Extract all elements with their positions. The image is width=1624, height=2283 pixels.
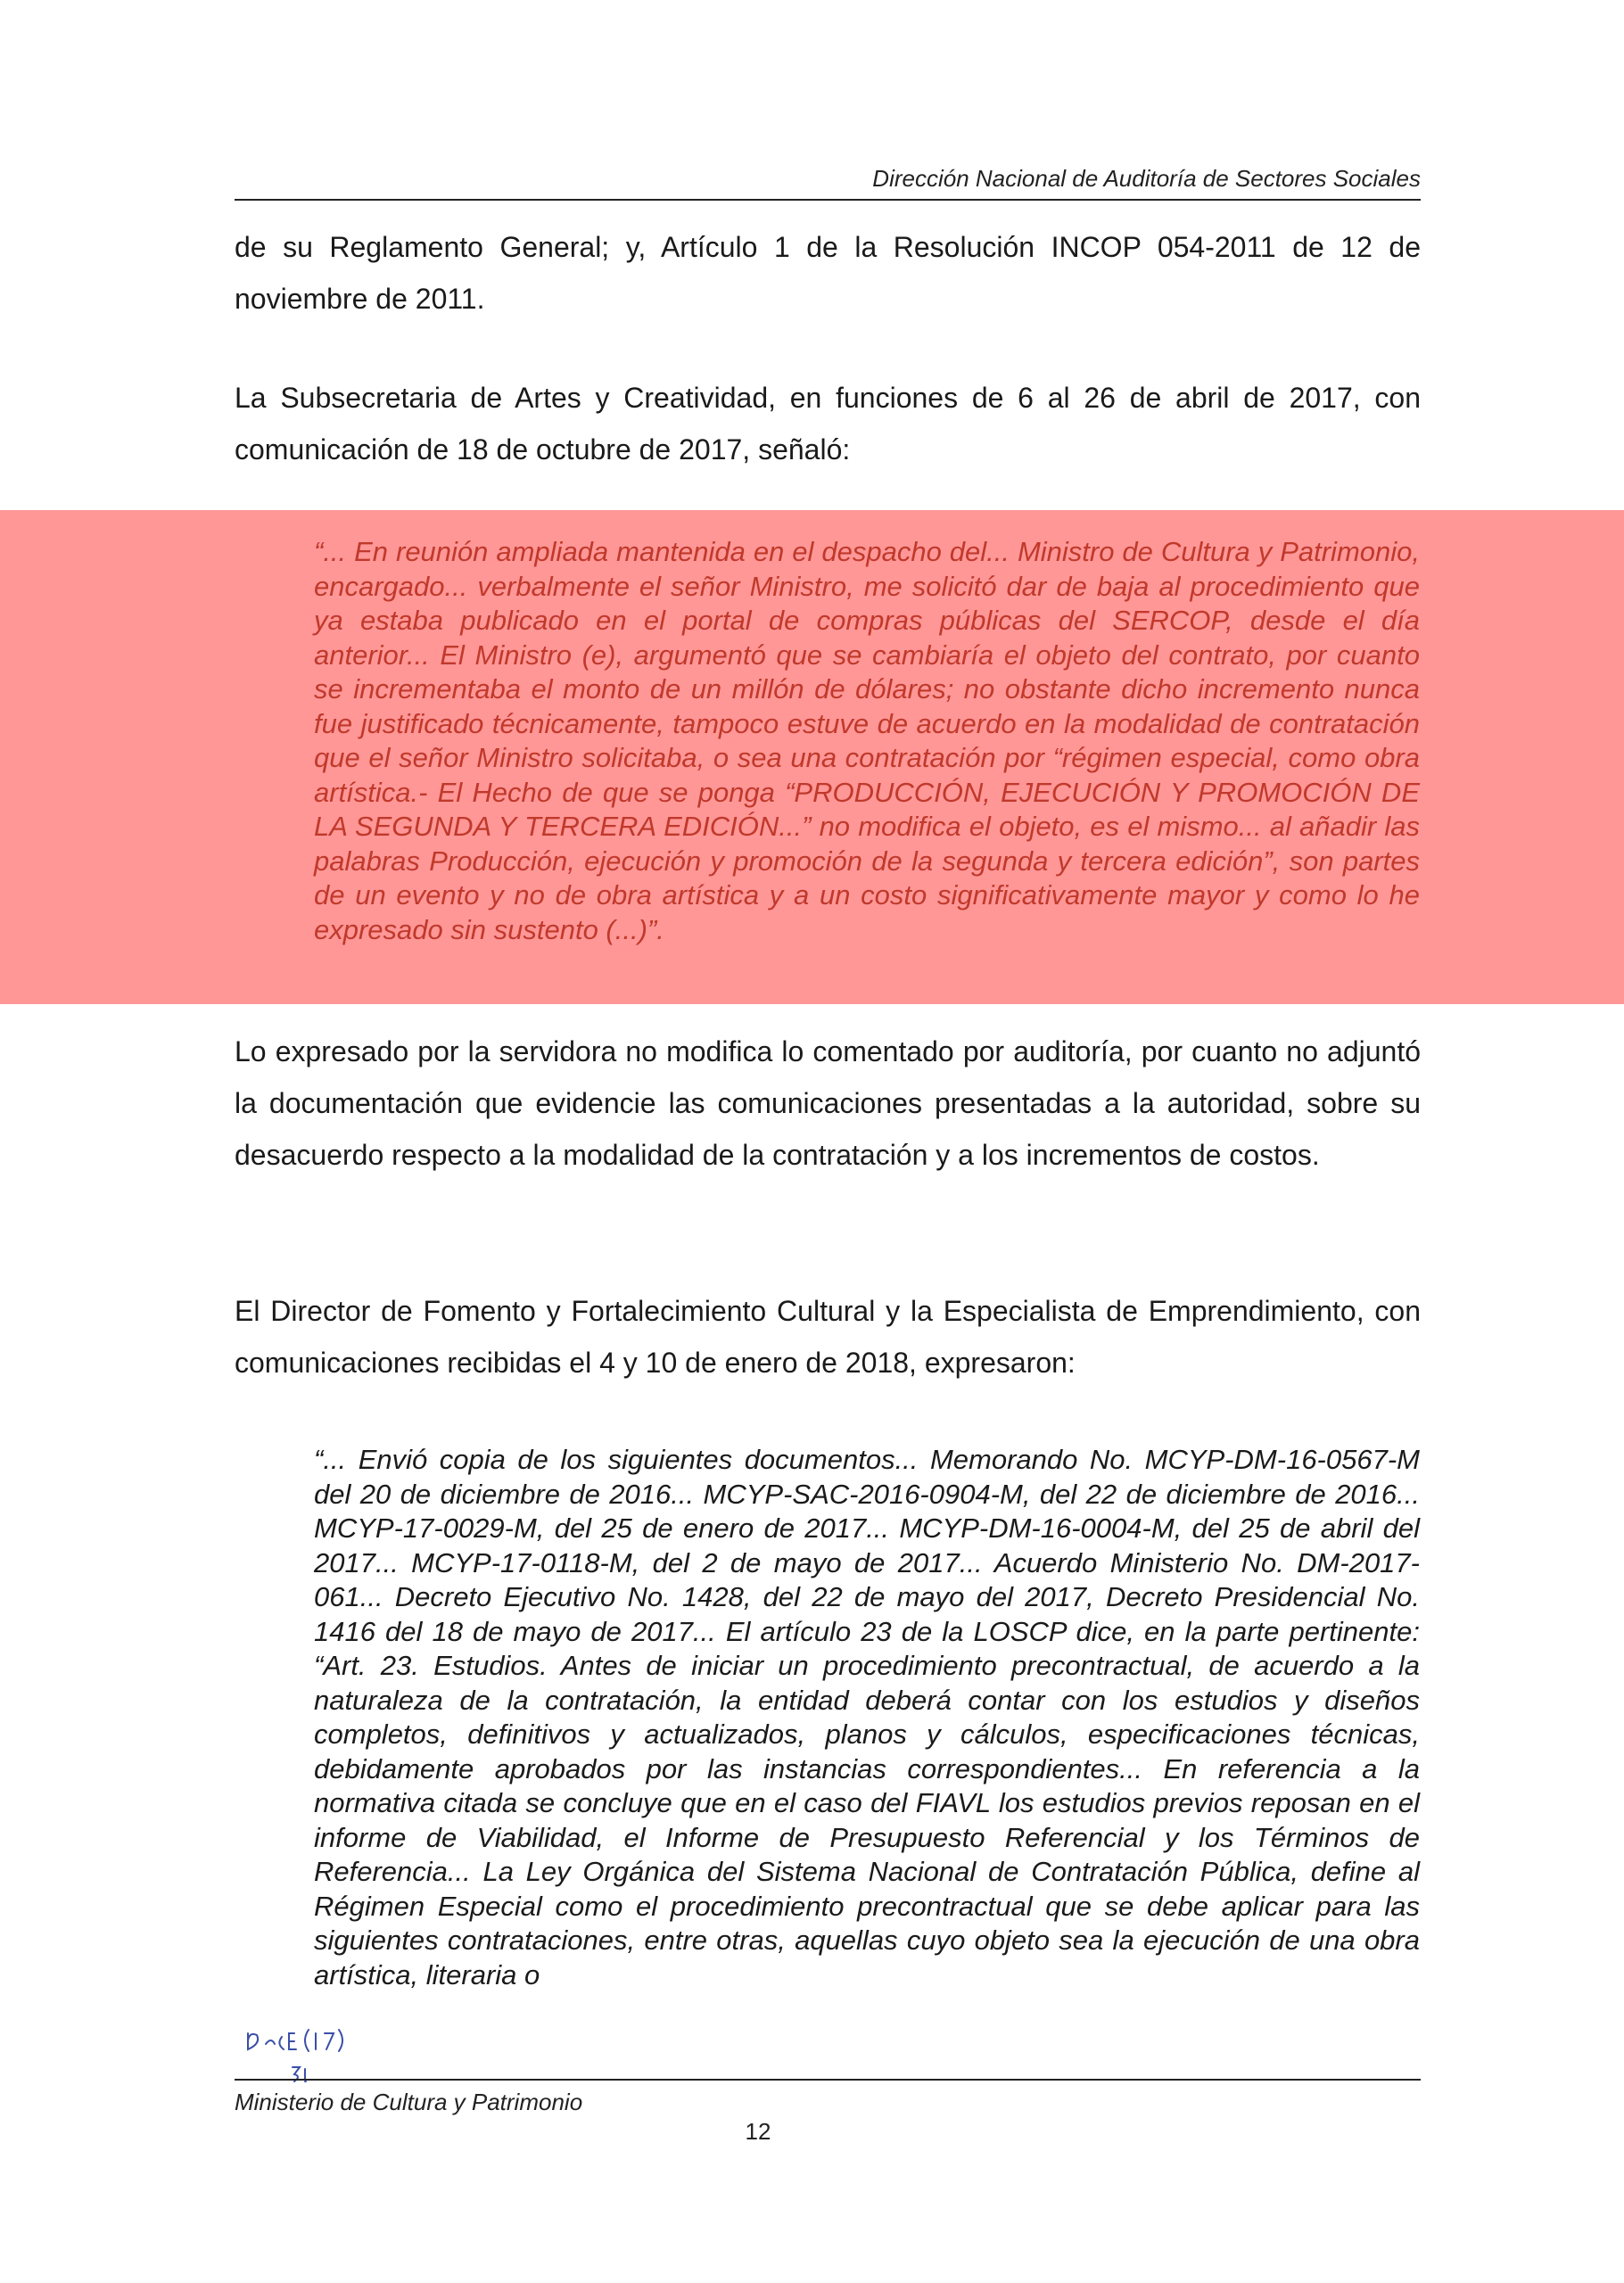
header-title: Dirección Nacional de Auditoría de Sectores Sociales bbox=[872, 165, 1421, 192]
paragraph-3: Lo expresado por la servidora no modifica lo comentado por auditoría, por cuanto no adjuntó la documentación que evidencie las comunicaciones presentadas a la autoridad, sobre su desacuerdo respecto a la modalidad de la contratación y a los incrementos de costos. bbox=[235, 1035, 1421, 1171]
quote-block-1: “... En reunión ampliada mantenida en el despacho del... Ministro de Cultura y Patrimonio, encargado... verbalmente el señor Ministro, me solicitó dar de baja al procedimiento que ya estaba publicado en el portal de compras públicas del SERCOP, desde el día anterior... El Ministro (e), argumentó que se cambiaría el objeto del contrato, por cuanto se incrementaba el monto de un millón de dólares; no obstante dicho incremento nunca fue justificado técnicamente, tampoco estuve de acuerdo en la modalidad de contratación que el señor Ministro solicitaba, o sea una contratación por “régimen especial, como obra artística.- El Hecho de que se ponga “PRODUCCIÓN, EJECUCIÓN Y PROMOCIÓN DE LA SEGUNDA Y TERCERA EDICIÓN...” no modifica el objeto, es el mismo... al añadir las palabras Producción, ejecución y promoción de la segunda y tercera edición”, son partes de un evento y no de obra artística y a un costo significativamente mayor y como lo he expresado sin sustento (...)”. bbox=[314, 536, 1420, 945]
paragraph-2: La Subsecretaria de Artes y Creatividad, en funciones de 6 al 26 de abril de 2017, con comunicación de 18 de octubre de 2017, señaló: bbox=[235, 382, 1421, 466]
footer-divider bbox=[235, 2079, 1421, 2081]
quote-block-2: “... Envió copia de los siguientes documentos... Memorando No. MCYP-DM-16-0567-M del 20 de diciembre de 2016... MCYP-SAC-2016-0904-M, del 22 de diciembre de 2016... MCYP-17-0029-M, del 25 de enero de 2017... MCYP-DM-16-0004-M, del 25 de abril del 2017... MCYP-17-0118-M, del 2 de mayo de 2017... Acuerdo Ministerio No. DM-2017-061... Decreto Ejecutivo No. 1428, del 22 de mayo del 2017, Decreto Presidencial No. 1416 del 18 de mayo de 2017... El artículo 23 de la LOSCP dice, en la parte pertinente: “Art. 23. Estudios. Antes de iniciar un procedimiento precontractual, de acuerdo a la naturaleza de la contratación, la entidad deberá contar con los estudios y diseños completos, definitivos y actualizados, planos y cálculos, especificaciones técnicas, debidamente aprobados por las instancias correspondientes... En referencia a la normativa citada se concluye que en el caso del FIAVL los estudios previos reposan en el informe de Viabilidad, el Informe de Presupuesto Referencial y los Términos de Referencia... La Ley Orgánica del Sistema Nacional de Contratación Pública, define al Régimen Especial como el procedimiento precontractual que se debe aplicar para las siguientes contrataciones, entre otras, aquellas cuyo objeto sea la ejecución de una obra artística, literaria o bbox=[314, 1444, 1420, 1990]
paragraph-1: de su Reglamento General; y, Artículo 1 de la Resolución INCOP 054-2011 de 12 de noviembre de 2011. bbox=[235, 231, 1421, 315]
page-number: 12 bbox=[745, 2118, 771, 2145]
handwritten-annotation bbox=[241, 2024, 401, 2087]
footer-ministry: Ministerio de Cultura y Patrimonio bbox=[235, 2089, 583, 2115]
paragraph-4: El Director de Fomento y Fortalecimiento Cultural y la Especialista de Emprendimiento, con comunicaciones recibidas el 4 y 10 de enero de 2018, expresaron: bbox=[235, 1295, 1421, 1379]
page-header bbox=[235, 165, 1421, 201]
